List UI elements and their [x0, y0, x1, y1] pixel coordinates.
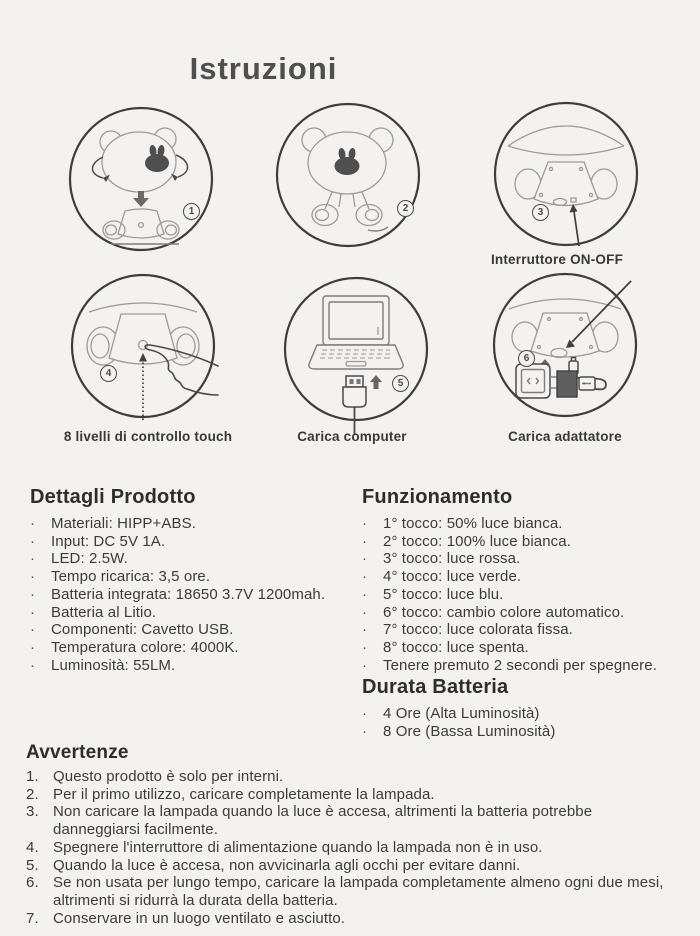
- adapter-charging-diagram: [485, 267, 645, 452]
- pointer-arrow-icon: [574, 208, 580, 246]
- list-item: · 7° tocco: luce colorata fissa.: [362, 621, 573, 639]
- warnings-section: [26, 742, 680, 927]
- touch-control-diagram: [63, 268, 223, 453]
- figure-step-4: [63, 268, 223, 453]
- figure-caption: Interruttore ON-OFF: [490, 252, 624, 267]
- warnings-heading: Avvertenze: [26, 742, 129, 763]
- rotate-arrow-right-icon: [176, 155, 188, 177]
- list-item: · Tenere premuto 2 secondi per spegnere.: [362, 656, 657, 674]
- list-item: · Luminosità: 55LM.: [30, 656, 176, 674]
- list-item: · 1° tocco: 50% luce bianca.: [362, 515, 563, 532]
- list-item: 6. Se non usata per lungo tempo, caricare la lampada completamente almeno ogni due mesi, altrimenti si ridurrà la durata della batteria.: [26, 874, 664, 909]
- battery-duration-heading: Durata Batteria: [362, 676, 509, 698]
- warnings-list: [26, 768, 680, 927]
- list-item: 1. Questo prodotto è solo per interni.: [26, 768, 284, 785]
- list-item: · 2° tocco: 100% luce bianca.: [362, 532, 571, 550]
- laptop-screen: [323, 296, 389, 345]
- list-item: · 4 Ore (Alta Luminosità): [362, 705, 540, 722]
- list-item: · 8° tocco: luce spenta.: [362, 638, 529, 656]
- figure-caption: Carica computer: [297, 429, 407, 444]
- pointing-hand-icon: [145, 345, 218, 395]
- page-title: Istruzioni: [189, 50, 338, 86]
- step-number-badge: 1: [183, 203, 200, 220]
- product-details-section: [30, 486, 355, 674]
- list-item: · Componenti: Cavetto USB.: [30, 621, 234, 639]
- operation-list: [362, 515, 697, 674]
- list-item: · 6° tocco: cambio colore automatico.: [362, 603, 625, 621]
- product-details-list: [30, 515, 355, 674]
- step-number-badge: 6: [518, 350, 535, 367]
- list-item: · 4° tocco: luce verde.: [362, 568, 522, 586]
- up-arrow-icon: [370, 375, 382, 389]
- list-item: · LED: 2.5W.: [30, 550, 128, 568]
- list-item: 7. Conservare in un luogo ventilato e asciutto.: [26, 909, 346, 927]
- step-number-badge: 4: [100, 365, 117, 382]
- list-item: · 3° tocco: luce rossa.: [362, 550, 521, 568]
- battery-duration-list: [362, 705, 697, 741]
- list-item: · 5° tocco: luce blu.: [362, 585, 504, 603]
- list-item: · Input: DC 5V 1A.: [30, 532, 166, 550]
- pointer-arrow-icon: [572, 281, 631, 342]
- list-item: 5. Quando la luce è accesa, non avvicinarla agli occhi per evitare danni.: [26, 856, 521, 874]
- power-adapter-icon: [557, 371, 577, 397]
- figure-step-1: [61, 101, 221, 286]
- step-number-badge: 2: [397, 200, 414, 217]
- product-details-heading: Dettagli Prodotto: [30, 486, 196, 508]
- battery-duration-section: [362, 676, 697, 741]
- list-item: 2. Per il primo utilizzo, caricare completamente la lampada.: [26, 785, 435, 803]
- bear-lamp-diagram: [268, 97, 428, 282]
- operation-heading: Funzionamento: [362, 486, 513, 508]
- list-item: · Temperatura colore: 4000K.: [30, 638, 239, 656]
- list-item: · Tempo ricarica: 3,5 ore.: [30, 568, 211, 586]
- list-item: · Materiali: HIPP+ABS.: [30, 515, 196, 532]
- list-item: · Batteria integrata: 18650 3.7V 1200mah.: [30, 585, 326, 603]
- operation-section: [362, 486, 697, 674]
- list-item: · Batteria al Litio.: [30, 603, 157, 621]
- list-item: 3. Non caricare la lampada quando la luce è accesa, altrimenti la batteria potrebbe danneggiarsi facilmente.: [26, 803, 593, 839]
- figure-caption: 8 livelli di controllo touch: [63, 429, 233, 444]
- step-number-badge: 5: [392, 375, 409, 392]
- figure-step-6: [485, 267, 645, 452]
- step-number-badge: 3: [532, 204, 549, 221]
- figure-caption: Carica adattatore: [508, 429, 622, 444]
- bear-head-assembly-diagram: [61, 101, 221, 286]
- figure-step-2: [268, 97, 428, 282]
- down-arrow-icon: [133, 191, 149, 207]
- list-item: 4. Spegnere l'interruttore di alimentazione quando la lampada non è in uso.: [26, 838, 543, 856]
- list-item: · 8 Ore (Bassa Luminosità): [362, 723, 556, 741]
